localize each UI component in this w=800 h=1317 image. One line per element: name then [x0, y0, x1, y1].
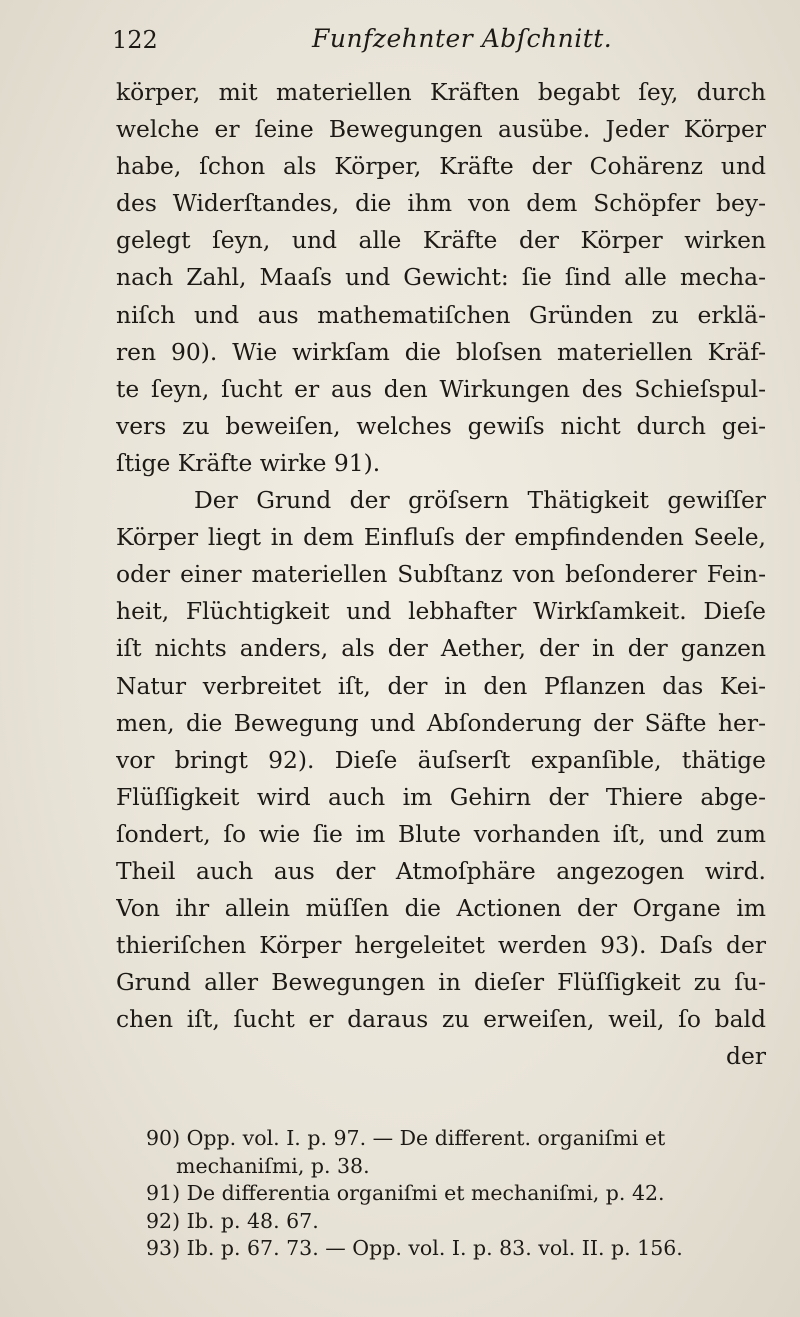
text-line: iſt nichts anders, als der Aether, der in der ganzen: [116, 634, 766, 663]
text-line: oder einer materiellen Subſtanz von beſonderer Fein-: [116, 560, 766, 589]
text-line: Flüſſigkeit wird auch im Gehirn der Thiere abge-: [116, 782, 766, 811]
text-line: Körper liegt in dem Einfluſs der empfindenden Seele,: [116, 523, 766, 552]
text-line: te ſeyn, ſucht er aus den Wirkungen des Schieſspul-: [116, 374, 766, 403]
text-line: chen iſt, ſucht er daraus zu erweiſen, weil, ſo bald: [116, 1005, 766, 1034]
footnote-90-continued: mechaniſmi, p. 38.: [176, 1153, 370, 1178]
text-line: Theil auch aus der Atmoſphäre angezogen wird.: [116, 856, 766, 885]
text-line: heit, Flüchtigkeit und lebhafter Wirkſamkeit. Dieſe: [116, 597, 766, 626]
page-number: 122: [112, 26, 158, 54]
text-line: welche er ſeine Bewegungen ausübe. Jeder Körper: [116, 115, 766, 144]
text-line: vers zu beweiſen, welches gewiſs nicht durch gei-: [116, 411, 766, 440]
running-title: Funfzehnter Abſchnitt.: [312, 24, 613, 53]
text-line: ſtige Kräfte wirke 91).: [116, 448, 381, 477]
text-line: thieriſchen Körper hergeleitet werden 93). Daſs der: [116, 931, 766, 960]
footnote-93: 93) Ib. p. 67. 73. — Opp. vol. I. p. 83. vol. II. p. 156.: [146, 1236, 683, 1260]
footnote-90: 90) Opp. vol. I. p. 97. — De different. organiſmi et: [146, 1126, 666, 1150]
text-line: habe, ſchon als Körper, Kräfte der Cohärenz und: [116, 152, 766, 181]
text-line: ſondert, ſo wie ſie im Blute vorhanden iſt, und zum: [116, 819, 766, 848]
paragraph-start-line: Der Grund der gröſsern Thätigkeit gewiſſer: [194, 486, 766, 515]
main-text: [116, 74, 766, 1076]
text-line: men, die Bewegung und Abſonderung der Säfte her-: [116, 708, 766, 737]
text-line: des Widerſtandes, die ihm von dem Schöpfer bey-: [116, 189, 766, 218]
text-line: körper, mit materiellen Kräften begabt ſey, durch: [116, 78, 766, 106]
footnotes: [146, 1125, 766, 1263]
text-line: Natur verbreitet iſt, der in den Pflanzen das Kei-: [116, 671, 766, 700]
text-line: nach Zahl, Maaſs und Gewicht: ſie ſind alle mecha-: [116, 263, 766, 292]
text-line: niſch und aus mathematiſchen Gründen zu erklä-: [116, 300, 766, 329]
text-line: vor bringt 92). Dieſe äuſserſt expanſible, thätige: [116, 745, 766, 774]
text-line: ren 90). Wie wirkſam die bloſsen materiellen Kräf-: [116, 337, 766, 366]
page-header: [112, 22, 762, 62]
catchword: der: [726, 1042, 766, 1071]
footnote-92: 92) Ib. p. 48. 67.: [146, 1208, 319, 1233]
footnote-91: 91) De differentia organiſmi et mechaniſmi, p. 42.: [146, 1181, 665, 1205]
text-line: gelegt ſeyn, und alle Kräfte der Körper wirken: [116, 226, 766, 255]
text-line: Grund aller Bewegungen in dieſer Flüſſigkeit zu ſu-: [116, 968, 766, 997]
text-line: Von ihr allein müſſen die Actionen der Organe im: [116, 894, 766, 923]
